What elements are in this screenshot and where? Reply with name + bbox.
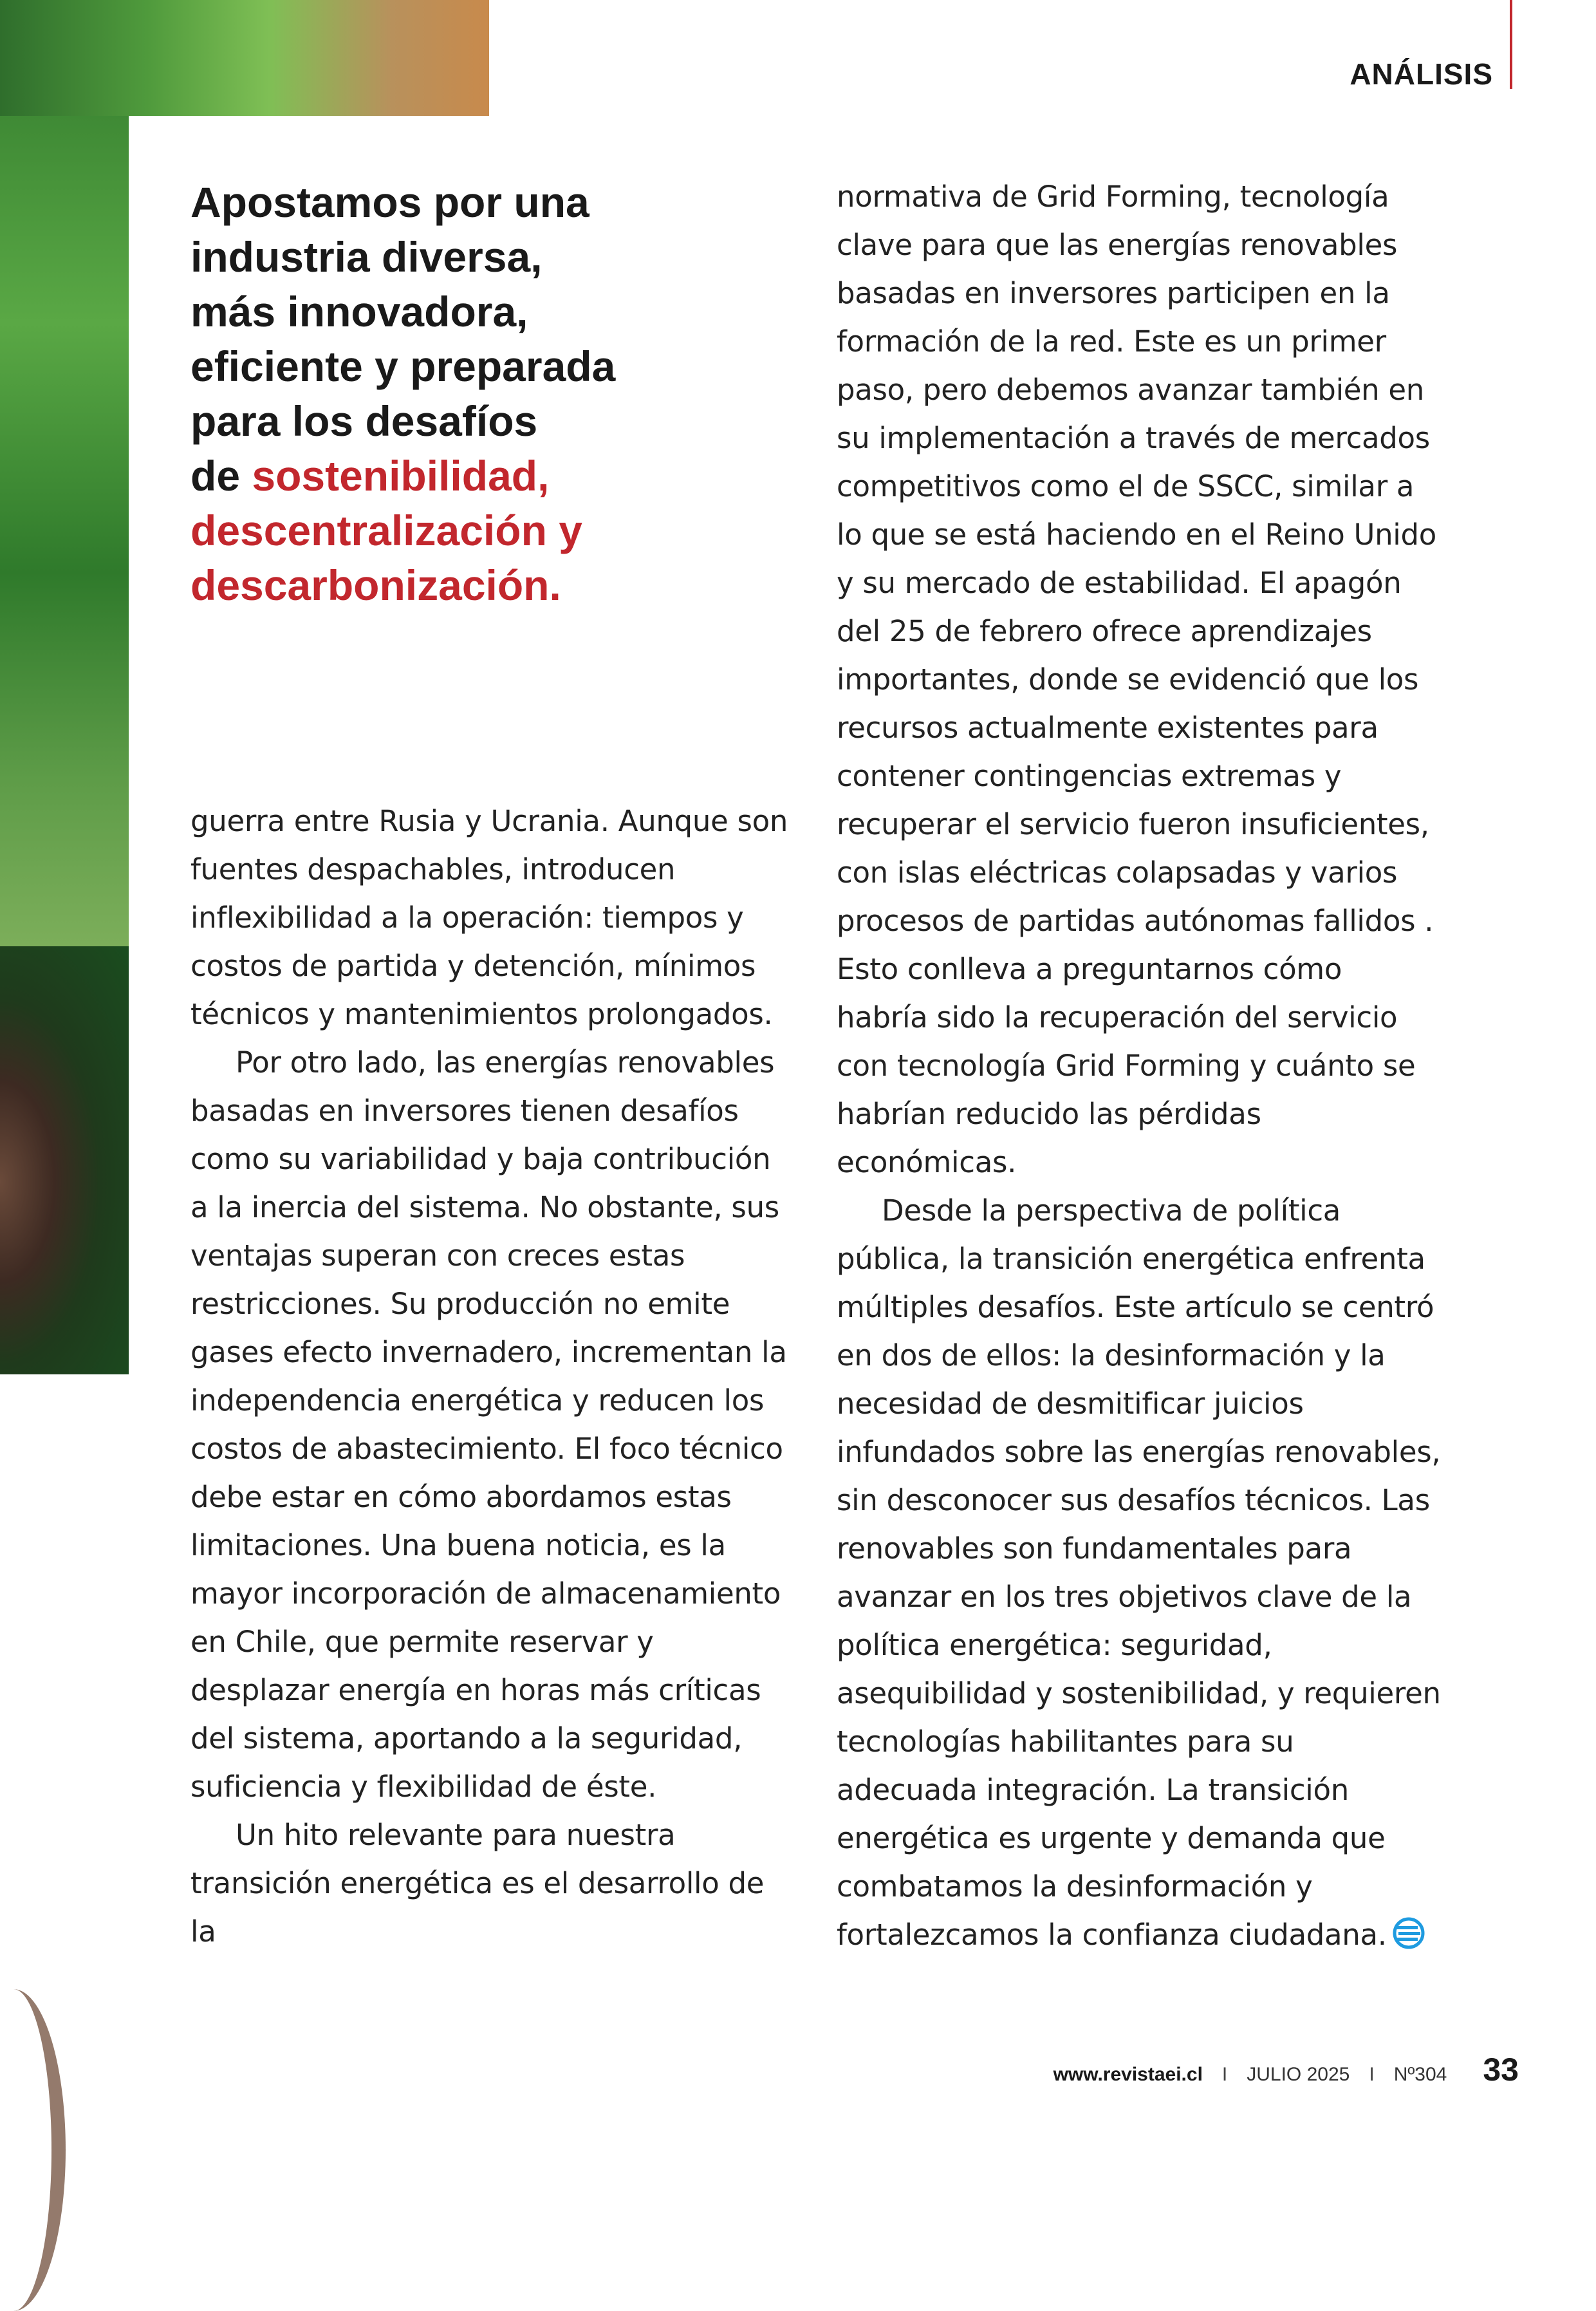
pullquote-line: Apostamos por una xyxy=(190,178,589,226)
footer-separator: I xyxy=(1221,2064,1228,2085)
side-photo xyxy=(0,116,129,946)
paragraph: Un hito relevante para nuestra transición energética es el desarrollo de la xyxy=(190,1818,765,1949)
section-label: ANÁLISIS xyxy=(1350,57,1493,91)
paragraph: normativa de Grid Forming, tecnología clave para que las energías renovables basadas en inversores participen en la formación de la red. Este es un primer paso, pero debemos avanzar también en su implementación a través de mercados competitivos como el de SSCC, similar a lo que se está haciendo en el Reino Unido y su mercado de estabilidad. El apagón del 25 de febrero ofrece aprendizajes importantes, donde se evidenció que los recursos actualmente existentes para contener contingencias extremas y recuperar el servicio fueron insuficientes, con islas eléctricas colapsadas y varios procesos de partidas autónomas fallidos . Esto conlleva a preguntarnos cómo habría sido la recuperación del servicio con tecnología Grid Forming y cuánto se habrían reducido las pérdidas económicas. xyxy=(837,180,1436,1179)
portrait-hair-detail xyxy=(0,1989,66,2311)
header-photo xyxy=(0,0,489,116)
pullquote-highlight: descentralización y xyxy=(190,507,582,554)
pullquote-line: eficiente y preparada xyxy=(190,342,616,390)
footer-date: JULIO 2025 xyxy=(1247,2064,1350,2085)
page-footer xyxy=(1053,2051,1519,2088)
section-rule xyxy=(1510,0,1512,89)
side-photo-portrait xyxy=(0,946,129,1374)
footer-site: www.revistaei.cl xyxy=(1053,2064,1203,2085)
page-number: 33 xyxy=(1483,2052,1519,2088)
pullquote xyxy=(190,175,680,613)
pullquote-highlight: descarbonización. xyxy=(190,561,561,609)
pullquote-line: para los desafíos xyxy=(190,397,538,445)
pullquote-line: industria diversa, xyxy=(190,233,543,281)
pullquote-line: más innovadora, xyxy=(190,288,528,335)
footer-separator: I xyxy=(1369,2064,1375,2085)
pullquote-highlight: sostenibilidad, xyxy=(252,452,550,500)
footer-issue: Nº304 xyxy=(1393,2064,1447,2085)
paragraph: guerra entre Rusia y Ucrania. Aunque son fuentes despachables, introducen inflexibilidad a la operación: tiempos y costos de partida y detención, mínimos técnicos y mantenimientos prolongados. xyxy=(190,804,788,1031)
paragraph-text: Desde la perspectiva de política pública, la transición energética enfrenta múltiples desafíos. Este artículo se centró en dos de ellos: la desinformación y la necesidad de desmitificar juicios infundados sobre las energías renovables, sin desconocer sus desafíos técnicos. Las renovables son fundamentales para avanzar en los tres objetivos clave de la política energética: seguridad, asequibilidad y sostenibilidad, y requieren tecnologías habilitantes para su adecuada integración. La transición energética es urgente y demanda que combatamos la desinformación y fortalezcamos la confianza ciudadana. xyxy=(837,1193,1441,1952)
revista-ei-logo-icon xyxy=(1392,1916,1425,1950)
paragraph: Por otro lado, las energías renovables basadas en inversores tienen desafíos como su variabilidad y baja contribución a la inercia del sistema. No obstante, sus ventajas superan con creces estas restricciones. Su producción no emite gases efecto invernadero, incrementan la independencia energética y reducen los costos de abastecimiento. El foco técnico debe estar en cómo abordamos estas limitaciones. Una buena noticia, es la mayor incorporación de almacenamiento en Chile, que permite reservar y desplazar energía en horas más críticas del sistema, aportando a la seguridad, suficiencia y flexibilidad de éste. xyxy=(190,1045,787,1804)
body-column-right xyxy=(837,173,1442,1959)
paragraph xyxy=(837,1186,1442,1959)
body-column-left xyxy=(190,797,795,1956)
pullquote-plain: de xyxy=(190,452,252,500)
pullquote-line xyxy=(190,449,680,503)
